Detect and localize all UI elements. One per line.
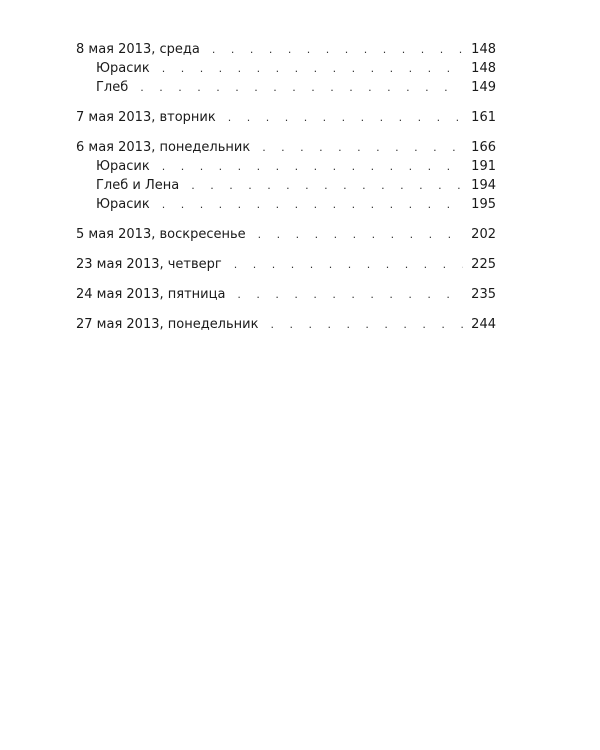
toc-group — [76, 255, 496, 274]
toc-page-number: 148 — [471, 42, 496, 57]
toc-entry — [76, 315, 496, 334]
toc-page-number: 235 — [471, 287, 496, 302]
table-of-contents — [76, 40, 496, 345]
toc-entry — [76, 255, 496, 274]
toc-subentry — [76, 157, 496, 176]
toc-entry — [76, 285, 496, 304]
toc-entry — [76, 108, 496, 127]
toc-entry-title: 24 мая 2013, пятница — [76, 287, 226, 302]
toc-entry-title: 6 мая 2013, понедельник — [76, 140, 251, 155]
toc-page-number: 194 — [471, 178, 496, 193]
toc-subentry — [76, 195, 496, 214]
toc-group — [76, 40, 496, 97]
toc-group — [76, 138, 496, 214]
toc-entry-title: 5 мая 2013, воскресенье — [76, 227, 246, 242]
toc-entry — [76, 40, 496, 59]
toc-page-number: 161 — [471, 110, 496, 125]
toc-subentry — [76, 59, 496, 78]
toc-subentry-title: Юрасик — [96, 159, 150, 174]
toc-page-number: 244 — [471, 317, 496, 332]
dot-leader — [237, 285, 463, 304]
dot-leader — [162, 157, 463, 176]
toc-page-number: 225 — [471, 257, 496, 272]
toc-subentry-title: Глеб — [96, 80, 129, 95]
toc-page-number: 166 — [471, 140, 496, 155]
dot-leader — [162, 195, 463, 214]
toc-page-number: 148 — [471, 61, 496, 76]
toc-group — [76, 315, 496, 334]
dot-leader — [191, 176, 463, 195]
toc-entry — [76, 138, 496, 157]
toc-subentry-title: Глеб и Лена — [96, 178, 180, 193]
toc-entry-title: 8 мая 2013, среда — [76, 42, 200, 57]
dot-leader — [212, 40, 463, 59]
toc-page-number: 149 — [471, 80, 496, 95]
toc-page-number: 195 — [471, 197, 496, 212]
dot-leader — [234, 255, 463, 274]
toc-group — [76, 225, 496, 244]
toc-subentry-title: Юрасик — [96, 197, 150, 212]
dot-leader — [140, 78, 463, 97]
dot-leader — [228, 108, 463, 127]
dot-leader — [262, 138, 463, 157]
toc-subentry — [76, 176, 496, 195]
toc-entry-title: 7 мая 2013, вторник — [76, 110, 216, 125]
toc-entry — [76, 225, 496, 244]
dot-leader — [258, 225, 464, 244]
toc-page-number: 202 — [471, 227, 496, 242]
toc-page-number: 191 — [471, 159, 496, 174]
toc-group — [76, 285, 496, 304]
toc-entry-title: 23 мая 2013, четверг — [76, 257, 222, 272]
toc-subentry — [76, 78, 496, 97]
toc-subentry-title: Юрасик — [96, 61, 150, 76]
dot-leader — [270, 315, 463, 334]
toc-group — [76, 108, 496, 127]
dot-leader — [162, 59, 463, 78]
toc-entry-title: 27 мая 2013, понедельник — [76, 317, 259, 332]
